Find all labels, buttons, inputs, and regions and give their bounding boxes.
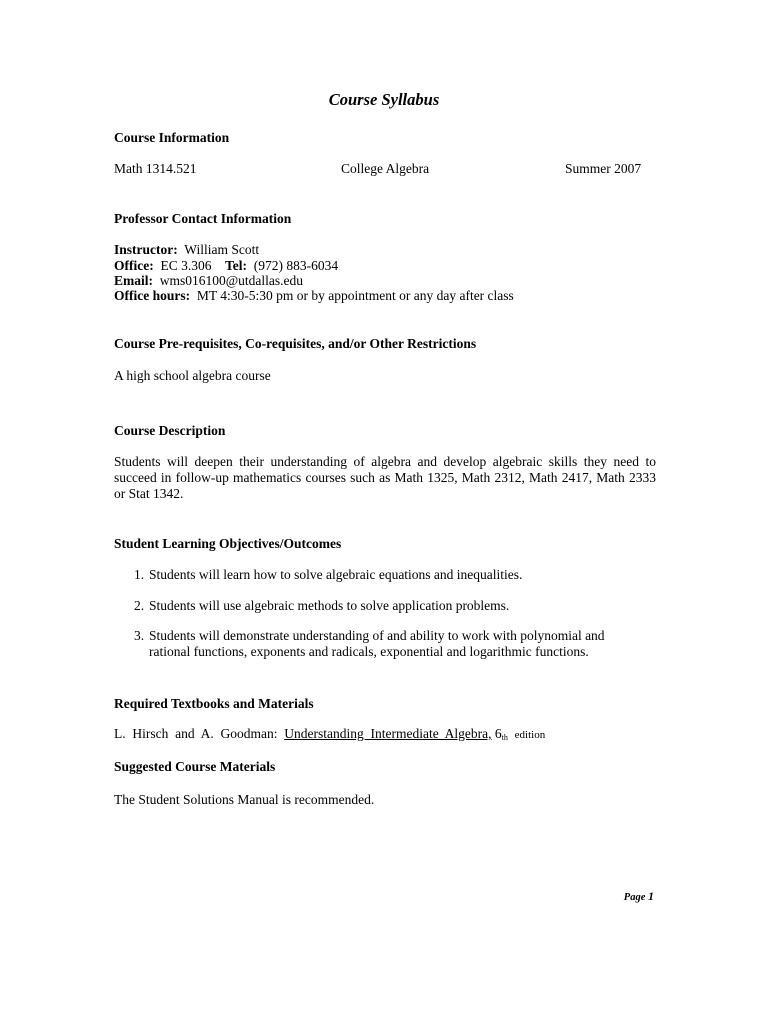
office-label: Office: [114,258,154,273]
textbook-authors: L. Hirsch and A. Goodman: [114,726,278,741]
textbook-title: Understanding Intermediate Algebra, [284,726,492,741]
instructor-label: Instructor: [114,242,178,257]
objective-text: Students will demonstrate understanding of and ability to work with polynomial and rational functions, exponents and radicals, exponential and logarithmic functions. [149,628,605,659]
suggested-heading: Suggested Course Materials [114,759,276,774]
contact-heading: Professor Contact Information [114,211,292,226]
course-name: College Algebra [341,161,430,176]
textbook-line [114,726,545,746]
textbook-edition-suffix: th [501,733,508,742]
tel-label: Tel: [225,258,248,273]
objective-number: 2. [134,598,145,613]
page-number: 1 [648,889,654,903]
page-title: Course Syllabus [328,90,440,109]
office-hours-value: MT 4:30-5:30 pm or by appointment or any day after class [196,288,514,303]
course-term: Summer 2007 [565,161,642,176]
instructor-name: William Scott [184,242,260,257]
prereq-heading: Course Pre-requisites, Co-requisites, and/or Other Restrictions [114,336,477,351]
objective-text: Students will learn how to solve algebraic equations and inequalities. [149,567,523,582]
office-hours-label: Office hours: [114,288,191,303]
objective-number: 3. [134,628,145,643]
email-line [114,273,303,289]
objectives-heading: Student Learning Objectives/Outcomes [114,536,342,551]
office-hours-line [114,288,514,304]
email-label: Email: [114,273,153,288]
objective-number: 1. [134,567,145,582]
textbook-edition-number: 6 [494,726,502,741]
suggested-text: The Student Solutions Manual is recommended. [114,792,375,807]
instructor-line [114,242,259,258]
objective-text: Students will use algebraic methods to solve application problems. [149,598,510,613]
page-footer [624,888,654,906]
description-text: Students will deepen their understanding of algebra and develop algebraic skills they need to succeed in follow-up mathematics courses such as Math 1325, Math 2312, Math 2417, Math 2333 or Stat 1342. [114,454,656,501]
description-heading: Course Description [114,423,226,438]
email-value: wms016100@utdallas.edu [159,273,304,288]
tel-value: (972) 883-6034 [253,258,339,273]
office-value: EC 3.306 [160,258,212,273]
page-label: Page [623,892,646,903]
textbooks-heading: Required Textbooks and Materials [114,696,314,711]
office-line [114,258,338,274]
course-information-heading: Course Information [114,130,230,145]
course-number: Math 1314.521 [114,161,197,176]
textbook-edition-word: edition [514,729,546,741]
prereq-text: A high school algebra course [114,368,271,383]
